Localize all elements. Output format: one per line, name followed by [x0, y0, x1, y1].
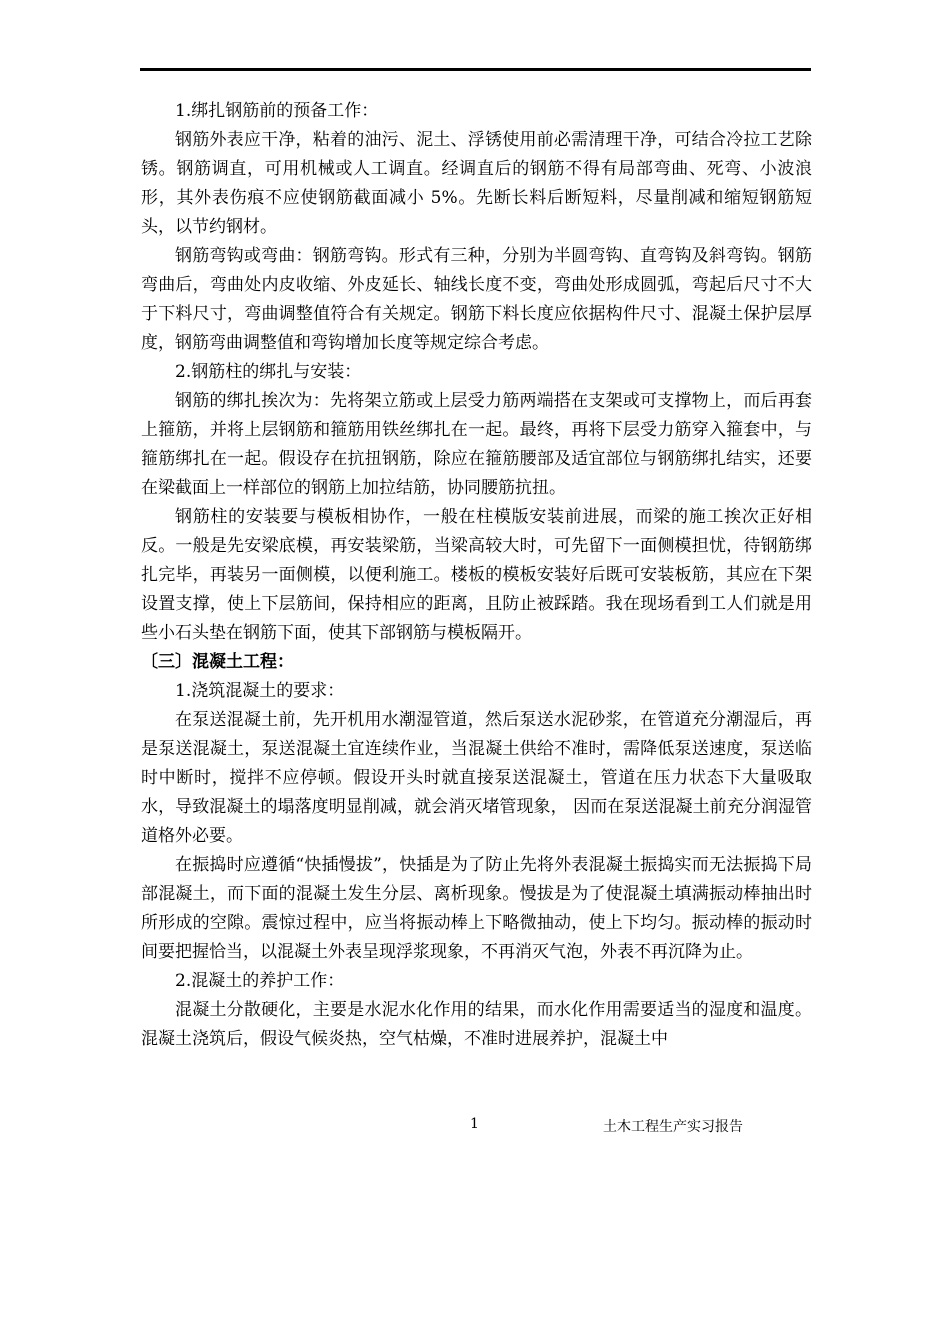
paragraph-rebar-bending: 钢筋弯钩或弯曲：钢筋弯钩。形式有三种，分别为半圆弯钩、直弯钩及斜弯钩。钢筋弯曲后，弯曲处内皮收缩、外皮延长、轴线长度不变，弯曲处形成圆弧，弯起后尺寸不大于下料尺寸，弯曲调整值符合有关规定。钢筋下料长度应依据构件尺寸、混凝土保护层厚度，钢筋弯曲调整值和弯钩增加长度等规定综合考虑。	[141, 246, 812, 353]
paragraph-curing: 混凝土分散硬化，主要是水泥水化作用的结果，而水化作用需要适当的湿度和温度。混凝土浇筑后，假设气候炎热，空气枯燥，不准时进展养护，混凝土中	[141, 1000, 812, 1049]
header-rule	[140, 68, 811, 71]
section-heading-column-binding: 2.钢筋柱的绑扎与安装：	[175, 362, 362, 382]
section-heading-pouring: 1.浇筑混凝土的要求：	[175, 681, 345, 701]
footer-report-title: 土木工程生产实习报告	[603, 1119, 743, 1135]
paragraph-rebar-cleaning: 钢筋外表应干净，粘着的油污、泥土、浮锈使用前必需清理干净，可结合冷拉工艺除锈。钢筋调直，可用机械或人工调直。经调直后的钢筋不得有局部弯曲、死弯、小波浪形，其外表伤痕不应使钢筋截面减小 5%。先断长料后断短料，尽量削减和缩短钢筋短头，以节约钢材。	[141, 130, 812, 237]
chapter-title-concrete: 〔三〕混凝土工程：	[141, 652, 294, 672]
section-heading-rebar-prep: 1.绑扎钢筋前的预备工作：	[175, 101, 379, 121]
paragraph-vibrating: 在振捣时应遵循“快插慢拔”，快插是为了防止先将外表混凝土振捣实而无法振捣下局部混凝土，而下面的混凝土发生分层、离析现象。慢拔是为了使混凝土填满振动棒抽出时所形成的空隙。震惊过程中，应当将振动棒上下略微抽动，使上下均匀。振动棒的振动时间要把握恰当，以混凝土外表呈现浮浆现象，不再消灭气泡，外表不再沉降为止。	[141, 855, 812, 962]
paragraph-pumping: 在泵送混凝土前，先开机用水潮湿管道，然后泵送水泥砂浆，在管道充分潮湿后，再是泵送混凝土，泵送混凝土宜连续作业，当混凝土供给不准时，需降低泵送速度，泵送临时中断时，搅拌不应停顿。假设开头时就直接泵送混凝土，管道在压力状态下大量吸取水，导致混凝土的塌落度明显削减，就会消灭堵管现象， 因而在泵送混凝土前充分润湿管道格外必要。	[141, 710, 812, 846]
section-heading-curing: 2.混凝土的养护工作：	[175, 971, 345, 991]
paragraph-binding-order: 钢筋的绑扎挨次为：先将架立筋或上层受力筋两端搭在支架或可支撑物上，而后再套上箍筋，并将上层钢筋和箍筋用铁丝绑扎在一起。最终，再将下层受力筋穿入箍套中，与箍筋绑扎在一起。假设存在抗扭钢筋，除应在箍筋腰部及适宜部位与钢筋绑扎结实，还要在梁截面上一样部位的钢筋上加拉结筋，协同腰筋抗扭。	[141, 391, 812, 498]
page-body	[141, 97, 812, 1054]
page-number: 1	[470, 1116, 479, 1132]
paragraph-column-installation: 钢筋柱的安装要与模板相协作，一般在柱模版安装前进展，而梁的施工挨次正好相反。一般是先安梁底模，再安装梁筋，当梁高较大时，可先留下一面侧模担忧，待钢筋绑扎完毕，再装另一面侧模，以便利施工。楼板的模板安装好后既可安装板筋，其应在下架设置支撑，使上下层筋间，保持相应的距离，且防止被踩踏。我在现场看到工人们就是用些小石头垫在钢筋下面，使其下部钢筋与模板隔开。	[141, 507, 812, 643]
